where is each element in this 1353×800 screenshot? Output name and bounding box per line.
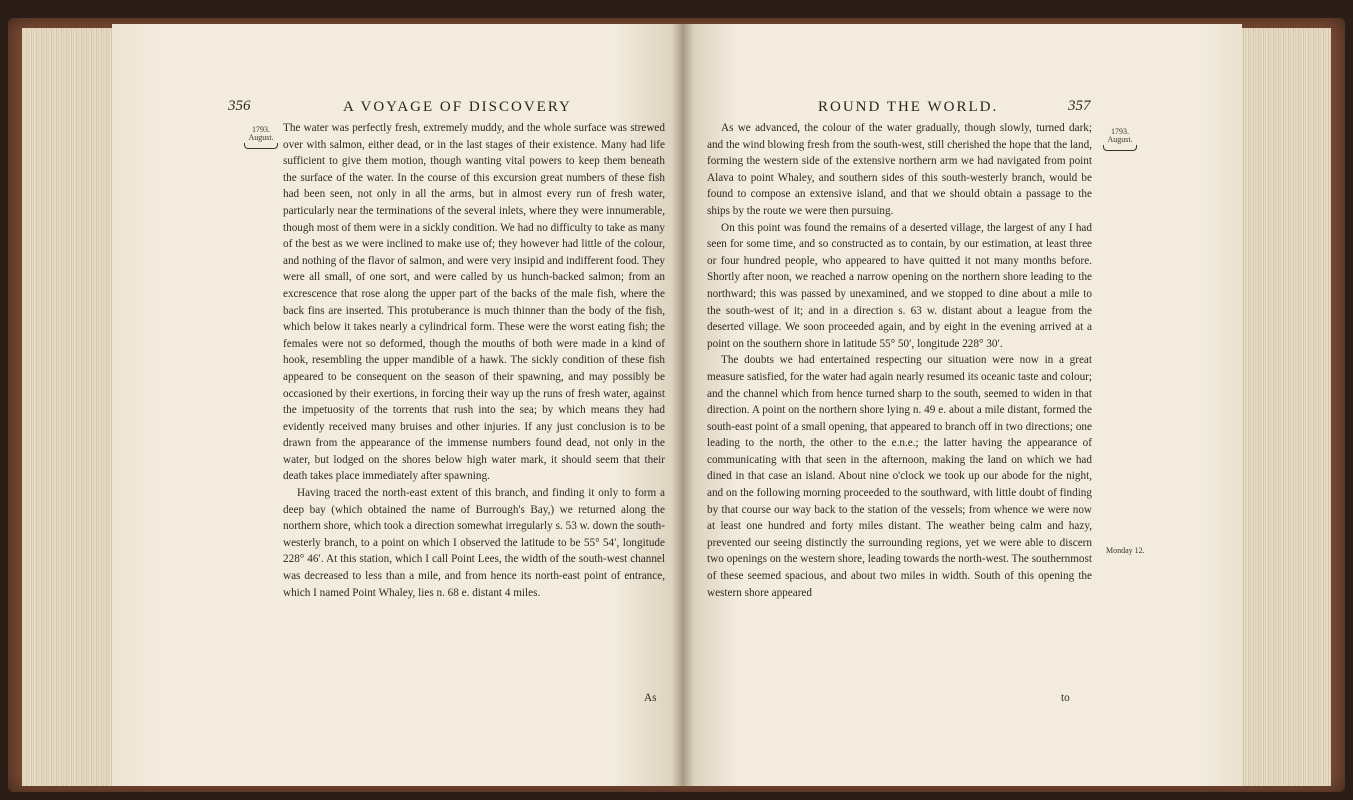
left-catchword: As <box>644 692 657 704</box>
right-folio: 357 <box>1068 98 1091 114</box>
right-catchword: to <box>1061 692 1070 704</box>
page-edges-right <box>1239 28 1331 786</box>
right-paragraph-3: The doubts we had entertained respecting our situation were now in a great measure satisfied, for the water had again nearly resumed its oceanic taste and colour; and the channel which from hence turned sharp to the south, seemed to widen in that direction. A point on the northern shore lying n. 49 e. about a mile distant, formed the south-east point of a small opening, that appeared to branch off in two directions; one leading to the north, the other to the e.n.e.; the latter having the appearance of communicating with that seen in the afternoon, making the land on which we had dined in that case an island. About nine o'clock we took up our abode for the night, and on the following morning proceeded to the southward, with little doubt of finding by that course our way back to the station of the vessels; from whence we were now at least one hundred and forty miles distant. The weather being calm and hazy, prevented our seeing distinctly the surrounding regions, yet we were able to discern two openings on the western shore, leading towards the north-west. The southernmost of these seemed spacious, and about two miles in width. South of this opening the western shore appeared <box>707 354 1092 599</box>
right-margin-note: Monday 12. <box>1106 546 1145 555</box>
left-paragraph-2: Having traced the north-east extent of this branch, and finding it only to form a deep bay (which obtained the name of Burrough's Bay,) we returned along the northern shore, which took a direction somewhat irregularly s. 53 w. down the south-westerly branch, to a point on which I observed the latitude to be 55° 54′, longitude 228° 46′. At this station, which I call Point Lees, the width of the south-west channel was decreased to less than a mile, and from hence its north-east point of entrance, which I named Point Whaley, lies n. 68 e. distant 4 miles. <box>283 487 665 599</box>
right-paragraph-1: As we advanced, the colour of the water gradually, though slowly, turned dark; and the wind blowing fresh from the south-west, still cherished the hope that the land, forming the western side of the extensive northern arm we had navigated from point Alava to point Whaley, and southern sides of this south-westerly branch, would be found to compose an extensive island, and that we should obtain a passage to the ships by the route we were then pursuing. <box>707 122 1092 217</box>
left-side-date-month: August. <box>248 133 274 142</box>
page-edges-left <box>22 28 114 786</box>
right-side-date <box>1103 128 1137 151</box>
right-side-date-year: 1793. <box>1111 127 1129 136</box>
left-folio: 356 <box>228 98 251 114</box>
right-text-body <box>707 120 1092 601</box>
left-running-head: A VOYAGE OF DISCOVERY <box>343 99 572 115</box>
left-text-body <box>283 120 665 601</box>
right-paragraph-2: On this point was found the remains of a deserted village, the largest of any I had seen for some time, and so constructed as to contain, by our estimation, at least three or four hundred people, who appeared to have quitted it not many months before. Shortly after noon, we reached a narrow opening on the northern shore leading to the northward; this was passed by unexamined, and we stopped to dine about a mile to the south-west of it; and in a direction s. 63 w. distant about a league from the deserted village. We soon proceeded again, and by eight in the evening arrived at a point on the southern shore in latitude 55° 50′, longitude 228° 30′. <box>707 221 1092 350</box>
left-side-date <box>244 126 278 149</box>
right-running-head: ROUND THE WORLD. <box>818 99 999 115</box>
left-side-date-year: 1793. <box>252 125 270 134</box>
left-paragraph-1: The water was perfectly fresh, extremely muddy, and the whole surface was strewed over with salmon, either dead, or in the last stages of their existence. Many had life sufficient to give them motion, though wanting vital powers to keep them beneath the surface of the water. In the course of this excursion great numbers of these fish had been seen, not only in all the arms, but in almost every run of fresh water, particularly near the terminations of the several inlets, where they were innumerable, though most of them were in a sickly condition. We had no difficulty to take as many of the best as we were inclined to make use of; they however had little of the colour, and nothing of the flavor of salmon, and were very insipid and indifferent food. They were all small, of one sort, and were called by us hunch-backed salmon; from an excrescence that rose along the upper part of the backs of the male fish, where the back fins are inserted. This protuberance is much thinner than the body of the fish, which below it takes nearly a cylindrical form. These were the worst eating fish; the females were not so deformed, though the mouths of both were made in a kind of hook, resembling the upper mandible of a hawk. The sickly condition of these fish appeared to be consequent on the season of their spawning, and may possibly be occasioned by their exertions, in forcing their way up the runs of fresh water, against the impetuosity of the torrents that rush into the sea; by which means they had evidently received many bruises and other injuries. If any just conclusion is to be drawn from the appearance of the immense numbers found dead, not only in the water, but lodged on the shores below high water mark, it should seem that their death takes place immediately after spawning. <box>283 122 665 483</box>
book-gutter <box>672 24 694 786</box>
right-side-date-month: August. <box>1107 135 1133 144</box>
